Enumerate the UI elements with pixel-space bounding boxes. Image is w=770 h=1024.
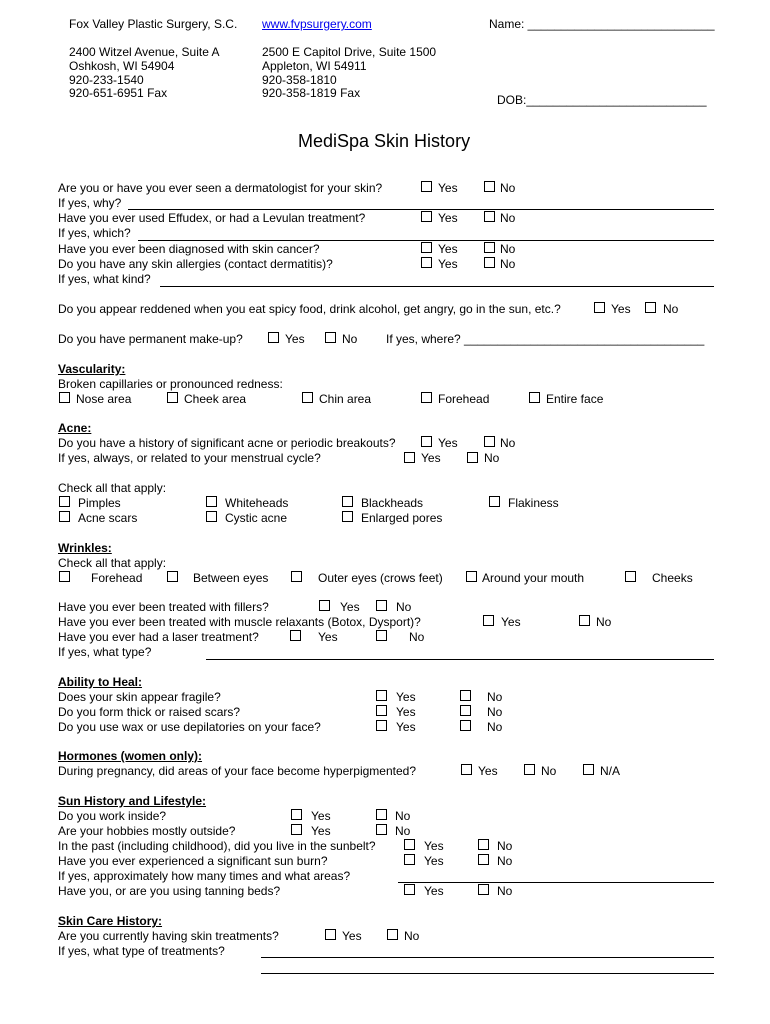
- question: Have you ever experienced a significant sun burn?: [58, 854, 328, 868]
- option-label: No: [487, 690, 503, 704]
- wr-forehead-checkbox[interactable]: [59, 571, 70, 582]
- office1-line: Oshkosh, WI 54904: [69, 59, 175, 73]
- office1-line: 920-651-6951 Fax: [69, 86, 168, 100]
- office2-line: 920-358-1810: [262, 73, 337, 87]
- question: If yes, what type?: [58, 645, 152, 659]
- option-label: No: [541, 764, 557, 778]
- no-checkbox[interactable]: [645, 302, 656, 313]
- option-label: Yes: [340, 600, 360, 614]
- website-link[interactable]: www.fvpsurgery.com: [262, 17, 372, 31]
- cystic-acne-checkbox[interactable]: [206, 511, 217, 522]
- option-label: Yes: [611, 302, 631, 316]
- yes-checkbox[interactable]: [404, 854, 415, 865]
- yes-checkbox[interactable]: [483, 615, 494, 626]
- yes-checkbox[interactable]: [376, 690, 387, 701]
- question: Broken capillaries or pronounced redness:: [58, 377, 283, 391]
- question: Have you ever had a laser treatment?: [58, 630, 259, 644]
- no-checkbox[interactable]: [484, 242, 495, 253]
- option-label: Yes: [396, 705, 416, 719]
- section-heading: Vascularity:: [58, 362, 126, 376]
- option-label: Cystic acne: [225, 511, 288, 525]
- option-label: Forehead: [438, 392, 490, 406]
- option-label: No: [500, 436, 516, 450]
- chin-checkbox[interactable]: [302, 392, 313, 403]
- no-checkbox[interactable]: [376, 600, 387, 611]
- option-label: Yes: [342, 929, 362, 943]
- outer-eyes-checkbox[interactable]: [291, 571, 302, 582]
- no-checkbox[interactable]: [478, 854, 489, 865]
- cheek-checkbox[interactable]: [167, 392, 178, 403]
- no-checkbox[interactable]: [460, 690, 471, 701]
- na-checkbox[interactable]: [583, 764, 594, 775]
- dob-field[interactable]: DOB:___________________________: [497, 93, 707, 107]
- option-label: Whiteheads: [225, 496, 289, 510]
- office2-line: 920-358-1819 Fax: [262, 86, 361, 100]
- yes-checkbox[interactable]: [421, 257, 432, 268]
- option-label: Chin area: [319, 392, 372, 406]
- option-label: Acne scars: [78, 511, 138, 525]
- nose-checkbox[interactable]: [59, 392, 70, 403]
- question: Have you ever been diagnosed with skin cancer?: [58, 242, 320, 256]
- blackheads-checkbox[interactable]: [342, 496, 353, 507]
- yes-checkbox[interactable]: [404, 884, 415, 895]
- where-field[interactable]: If yes, where? ____________________________________: [386, 332, 705, 346]
- question: Do you work inside?: [58, 809, 167, 823]
- office2-line: Appleton, WI 54911: [262, 59, 367, 73]
- option-label: Yes: [438, 257, 458, 271]
- cycle-checkbox[interactable]: [467, 452, 478, 463]
- no-checkbox[interactable]: [579, 615, 590, 626]
- option-label: Blackheads: [361, 496, 424, 510]
- yes-checkbox[interactable]: [325, 929, 336, 940]
- yes-checkbox[interactable]: [376, 720, 387, 731]
- yes-checkbox[interactable]: [421, 436, 432, 447]
- no-checkbox[interactable]: [484, 436, 495, 447]
- option-label: No: [500, 211, 516, 225]
- pimples-checkbox[interactable]: [59, 496, 70, 507]
- no-checkbox[interactable]: [325, 332, 336, 343]
- option-label: No: [395, 809, 411, 823]
- no-checkbox[interactable]: [524, 764, 535, 775]
- option-label: No: [500, 257, 516, 271]
- answer-line[interactable]: [138, 240, 714, 241]
- option-label: Yes: [438, 242, 458, 256]
- question: If yes, why?: [58, 196, 122, 210]
- yes-checkbox[interactable]: [421, 181, 432, 192]
- answer-line[interactable]: [160, 286, 714, 287]
- flakiness-checkbox[interactable]: [489, 496, 500, 507]
- answer-line[interactable]: [261, 957, 714, 958]
- option-label: Yes: [424, 884, 444, 898]
- practice-name: Fox Valley Plastic Surgery, S.C.: [69, 17, 238, 31]
- option-label: Yes: [438, 181, 458, 195]
- section-heading: Wrinkles:: [58, 541, 112, 555]
- question: During pregnancy, did areas of your face become hyperpigmented?: [58, 764, 416, 778]
- yes-checkbox[interactable]: [421, 211, 432, 222]
- question: Have you ever been treated with muscle relaxants (Botox, Dysport)?: [58, 615, 421, 629]
- option-label: No: [487, 720, 503, 734]
- option-label: Entire face: [546, 392, 604, 406]
- always-checkbox[interactable]: [404, 452, 415, 463]
- question: If yes, what kind?: [58, 272, 151, 286]
- option-label: No: [596, 615, 612, 629]
- option-label: Forehead: [91, 571, 143, 585]
- option-label: No: [663, 302, 679, 316]
- yes-checkbox[interactable]: [594, 302, 605, 313]
- cheeks-checkbox[interactable]: [625, 571, 636, 582]
- forehead-checkbox[interactable]: [421, 392, 432, 403]
- no-checkbox[interactable]: [478, 884, 489, 895]
- question: Do you have a history of significant acne or periodic breakouts?: [58, 436, 396, 450]
- option-label: Around your mouth: [482, 571, 585, 585]
- option-label: No: [500, 242, 516, 256]
- option-label: Pimples: [78, 496, 121, 510]
- no-checkbox[interactable]: [376, 824, 387, 835]
- entire-face-checkbox[interactable]: [529, 392, 540, 403]
- option-label: Cheek area: [184, 392, 247, 406]
- whiteheads-checkbox[interactable]: [206, 496, 217, 507]
- option-label: Flakiness: [508, 496, 559, 510]
- option-label: No: [497, 884, 513, 898]
- enlarged-pores-checkbox[interactable]: [342, 511, 353, 522]
- option-label: No: [487, 705, 503, 719]
- no-checkbox[interactable]: [484, 181, 495, 192]
- option-label: Yes: [311, 809, 331, 823]
- option-label: Yes: [396, 720, 416, 734]
- question: Check all that apply:: [58, 556, 167, 570]
- yes-checkbox[interactable]: [291, 824, 302, 835]
- option-label: Yes: [501, 615, 521, 629]
- section-heading: Acne:: [58, 421, 92, 435]
- option-label: No: [396, 600, 412, 614]
- name-field[interactable]: Name: ____________________________: [489, 17, 715, 31]
- yes-checkbox[interactable]: [376, 705, 387, 716]
- question: If yes, approximately how many times and what areas?: [58, 869, 351, 883]
- question: Do you appear reddened when you eat spicy food, drink alcohol, get angry, go in the sun, etc.?: [58, 302, 561, 316]
- question: Are you or have you ever seen a dermatologist for your skin?: [58, 181, 383, 195]
- yes-checkbox[interactable]: [421, 242, 432, 253]
- question: Do you form thick or raised scars?: [58, 705, 241, 719]
- no-checkbox[interactable]: [484, 211, 495, 222]
- question: Are your hobbies mostly outside?: [58, 824, 236, 838]
- section-heading: Ability to Heal:: [58, 675, 143, 689]
- option-label: Outer eyes (crows feet): [318, 571, 443, 585]
- answer-line[interactable]: [261, 973, 714, 974]
- question: Have you ever used Effudex, or had a Levulan treatment?: [58, 211, 366, 225]
- question: Are you currently having skin treatments?: [58, 929, 279, 943]
- mouth-checkbox[interactable]: [466, 571, 477, 582]
- option-label: Yes: [311, 824, 331, 838]
- question: Do you have permanent make-up?: [58, 332, 243, 346]
- no-checkbox[interactable]: [387, 929, 398, 940]
- option-label: Yes: [396, 690, 416, 704]
- question: Have you ever been treated with fillers?: [58, 600, 269, 614]
- yes-checkbox[interactable]: [268, 332, 279, 343]
- yes-checkbox[interactable]: [290, 630, 301, 641]
- option-label: Yes: [438, 211, 458, 225]
- question: If yes, always, or related to your menstrual cycle?: [58, 451, 321, 465]
- acne-scars-checkbox[interactable]: [59, 511, 70, 522]
- yes-checkbox[interactable]: [404, 839, 415, 850]
- office1-line: 920-233-1540: [69, 73, 144, 87]
- question: In the past (including childhood), did you live in the sunbelt?: [58, 839, 376, 853]
- question: If yes, what type of treatments?: [58, 944, 225, 958]
- page-title: MediSpa Skin History: [298, 131, 471, 151]
- option-label: Nose area: [76, 392, 132, 406]
- answer-line[interactable]: [128, 209, 714, 210]
- no-checkbox[interactable]: [376, 809, 387, 820]
- option-label: No: [500, 181, 516, 195]
- option-label: No: [497, 854, 513, 868]
- question: Does your skin appear fragile?: [58, 690, 221, 704]
- option-label: Yes: [424, 839, 444, 853]
- question: Do you have any skin allergies (contact dermatitis)?: [58, 257, 333, 271]
- section-heading: Sun History and Lifestyle:: [58, 794, 207, 808]
- answer-line[interactable]: [398, 882, 714, 883]
- yes-checkbox[interactable]: [291, 809, 302, 820]
- option-label: No: [404, 929, 420, 943]
- question: Have you, or are you using tanning beds?: [58, 884, 281, 898]
- section-heading: Hormones (women only):: [58, 749, 203, 763]
- option-label: Yes: [424, 854, 444, 868]
- option-label: Yes: [478, 764, 498, 778]
- question: If yes, which?: [58, 226, 131, 240]
- no-checkbox[interactable]: [460, 705, 471, 716]
- question: Check all that apply:: [58, 481, 167, 495]
- option-label: Enlarged pores: [361, 511, 443, 525]
- option-label: Yes: [318, 630, 338, 644]
- option-label: Yes: [421, 451, 441, 465]
- no-checkbox[interactable]: [484, 257, 495, 268]
- question: Do you use wax or use depilatories on your face?: [58, 720, 321, 734]
- section-heading: Skin Care History:: [58, 914, 163, 928]
- yes-checkbox[interactable]: [461, 764, 472, 775]
- office1-line: 2400 Witzel Avenue, Suite A: [69, 45, 220, 59]
- option-label: No: [395, 824, 411, 838]
- option-label: No: [409, 630, 425, 644]
- between-eyes-checkbox[interactable]: [167, 571, 178, 582]
- option-label: No: [342, 332, 358, 346]
- office2-line: 2500 E Capitol Drive, Suite 1500: [262, 45, 437, 59]
- option-label: Between eyes: [193, 571, 269, 585]
- option-label: Cheeks: [652, 571, 693, 585]
- no-checkbox[interactable]: [460, 720, 471, 731]
- option-label: No: [497, 839, 513, 853]
- option-label: N/A: [600, 764, 621, 778]
- option-label: Yes: [438, 436, 458, 450]
- answer-line[interactable]: [206, 659, 714, 660]
- yes-checkbox[interactable]: [319, 600, 330, 611]
- no-checkbox[interactable]: [376, 630, 387, 641]
- option-label: Yes: [285, 332, 305, 346]
- no-checkbox[interactable]: [478, 839, 489, 850]
- option-label: No: [484, 451, 500, 465]
